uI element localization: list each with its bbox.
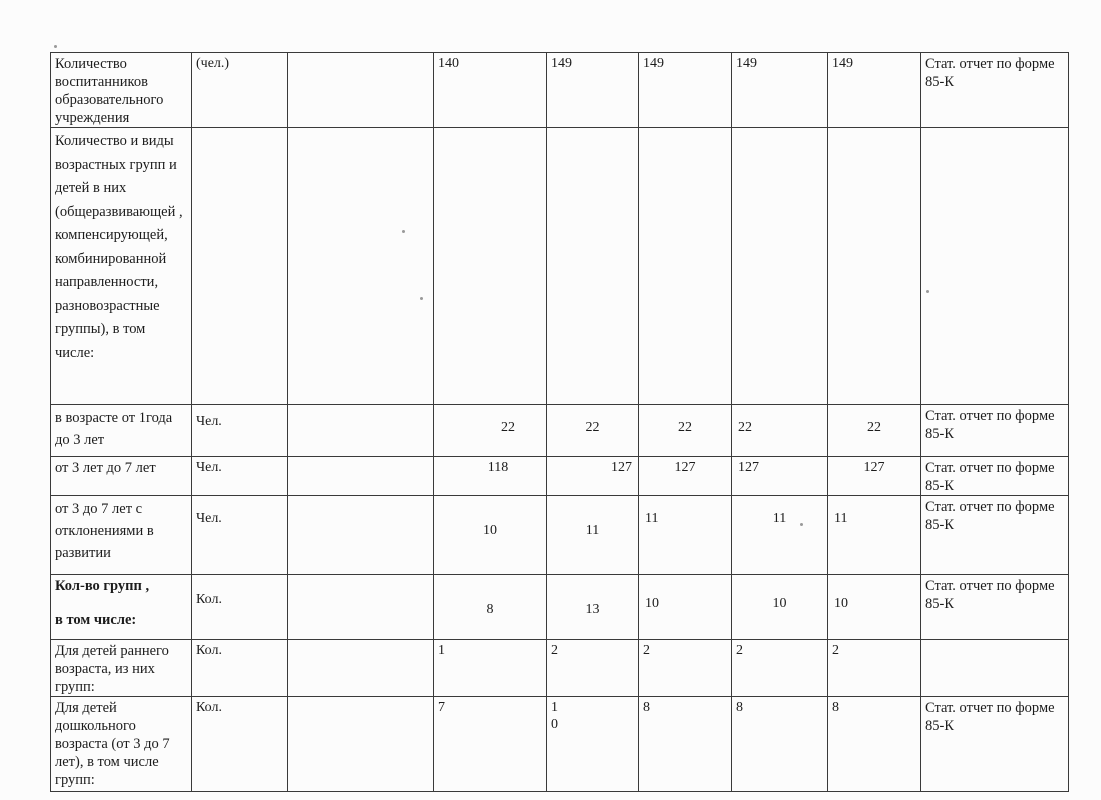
value-cell: 7: [434, 697, 547, 792]
source-cell: Стат. отчет по форме 85-К: [921, 457, 1069, 496]
indicator-cell: в возрасте от 1года до 3 лет: [51, 405, 192, 457]
value-cell: 1: [434, 640, 547, 697]
source-cell: Стат. отчет по форме 85-К: [921, 405, 1069, 457]
table-row: [51, 575, 1069, 640]
value-cell: 140: [434, 53, 547, 128]
value-cell: [732, 128, 828, 405]
scan-speck: [800, 523, 803, 526]
value-cell: 149: [828, 53, 921, 128]
unit-cell: Кол.: [192, 697, 288, 792]
value-digit: 1: [551, 700, 558, 715]
value-cell: [639, 128, 732, 405]
scan-speck: [54, 45, 57, 48]
value-cell: [547, 128, 639, 405]
unit-cell: Чел.: [192, 457, 288, 496]
value-cell: 149: [639, 53, 732, 128]
value-cell: [828, 128, 921, 405]
source-cell: [921, 640, 1069, 697]
table-row: [51, 640, 1069, 697]
empty-cell: [288, 128, 434, 405]
value-cell: 8: [434, 575, 547, 640]
value-cell: 22: [547, 405, 639, 457]
value-cell: 2: [732, 640, 828, 697]
indicator-line: в том числе:: [55, 612, 137, 628]
indicator-cell: Количество и виды возрастных групп и детей в них (общеразвивающей , компенсирующей, комбинированной направленности, разновозрастные группы), в том числе:: [51, 128, 192, 405]
scan-speck: [402, 230, 405, 233]
empty-cell: [288, 496, 434, 575]
scan-speck: [420, 297, 423, 300]
table-row: [51, 697, 1069, 792]
value-cell: 8: [732, 697, 828, 792]
indicator-cell: [51, 575, 192, 640]
indicator-cell: от 3 лет до 7 лет: [51, 457, 192, 496]
source-cell: [921, 128, 1069, 405]
empty-cell: [288, 575, 434, 640]
indicator-cell: Количество воспитанников образовательного учреждения: [51, 53, 192, 128]
empty-cell: [288, 697, 434, 792]
source-cell: Стат. отчет по форме 85-К: [921, 53, 1069, 128]
scan-speck: [926, 290, 929, 293]
value-cell: 22: [828, 405, 921, 457]
indicator-line: Кол-во групп ,: [55, 578, 150, 594]
unit-cell: Кол.: [192, 640, 288, 697]
value-cell: 13: [547, 575, 639, 640]
value-digit: 0: [551, 717, 558, 732]
unit-cell: Чел.: [192, 496, 288, 575]
value-cell: 2: [639, 640, 732, 697]
value-cell: 11: [828, 496, 921, 575]
empty-cell: [288, 457, 434, 496]
value-cell: 10: [434, 496, 547, 575]
unit-cell: [192, 128, 288, 405]
unit-cell: Кол.: [192, 575, 288, 640]
value-cell: 8: [639, 697, 732, 792]
value-cell: 127: [639, 457, 732, 496]
table-row: [51, 405, 1069, 457]
indicator-cell: Для детей раннего возраста, из них групп:: [51, 640, 192, 697]
table-row: [51, 128, 1069, 405]
value-cell: 2: [828, 640, 921, 697]
value-cell: 149: [732, 53, 828, 128]
value-cell: 127: [828, 457, 921, 496]
table-row: [51, 53, 1069, 128]
value-cell: 22: [639, 405, 732, 457]
value-cell: [547, 697, 639, 792]
indicator-cell: Для детей дошкольного возраста (от 3 до 7 лет), в том числе групп:: [51, 697, 192, 792]
value-cell: 11: [547, 496, 639, 575]
unit-cell: Чел.: [192, 405, 288, 457]
value-cell: 11: [732, 496, 828, 575]
value-cell: 149: [547, 53, 639, 128]
value-cell: 22: [732, 405, 828, 457]
empty-cell: [288, 405, 434, 457]
value-cell: [434, 128, 547, 405]
source-cell: Стат. отчет по форме 85-К: [921, 697, 1069, 792]
value-cell: 127: [547, 457, 639, 496]
value-cell: 10: [732, 575, 828, 640]
value-cell: 118: [434, 457, 547, 496]
source-cell: Стат. отчет по форме 85-К: [921, 575, 1069, 640]
value-cell: 11: [639, 496, 732, 575]
empty-cell: [288, 640, 434, 697]
value-cell: 22: [434, 405, 547, 457]
value-cell: 2: [547, 640, 639, 697]
indicator-cell: от 3 до 7 лет с отклонениями в развитии: [51, 496, 192, 575]
table-row: [51, 496, 1069, 575]
unit-cell: (чел.): [192, 53, 288, 128]
value-cell: 127: [732, 457, 828, 496]
value-cell: 10: [828, 575, 921, 640]
report-table: [50, 52, 1069, 792]
value-cell: 8: [828, 697, 921, 792]
source-cell: Стат. отчет по форме 85-К: [921, 496, 1069, 575]
table-row: [51, 457, 1069, 496]
value-cell: 10: [639, 575, 732, 640]
empty-cell: [288, 53, 434, 128]
